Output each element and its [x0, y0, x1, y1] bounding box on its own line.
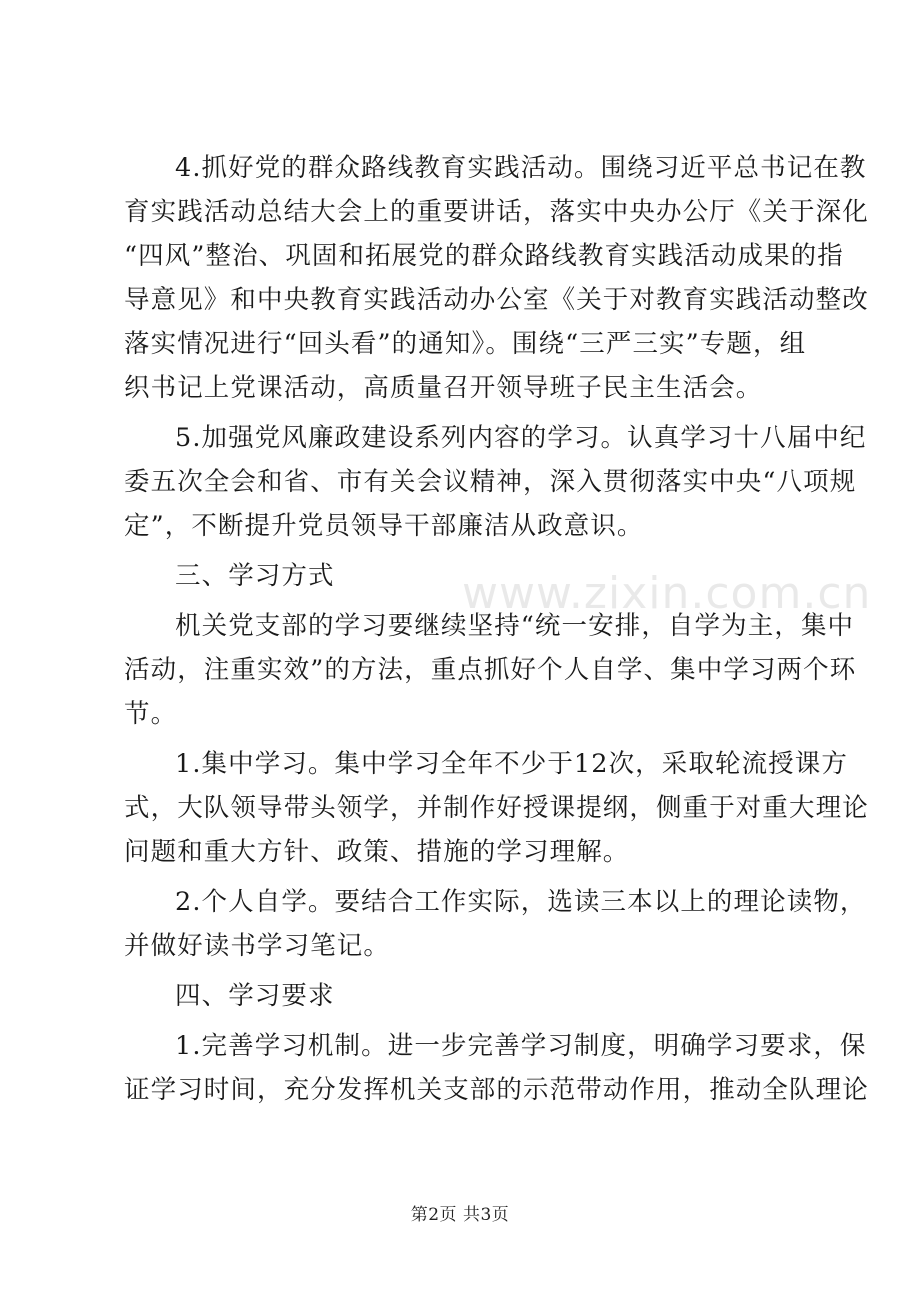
text-line: 节。: [124, 699, 178, 729]
text-line: 5.加强党风廉政建设系列内容的学习。认真学习十八届中纪: [175, 423, 867, 453]
document-body: [124, 146, 869, 1112]
watermark: www.zixin.com.cn: [462, 568, 872, 619]
text-line: 落实情况进行“回头看”的通知》。围绕“三严三实”专题，组: [124, 329, 807, 359]
paragraph-method-2: [124, 880, 867, 968]
text-line: 育实践活动总结大会上的重要讲话，落实中央办公厅《关于深化: [124, 197, 869, 227]
text-line: 1.集中学习。集中学习全年不少于12次，采取轮流授课方: [175, 749, 848, 779]
text-line: 2.个人自学。要结合工作实际，选读三本以上的理论读物，: [175, 887, 867, 917]
section-heading-4: [124, 974, 804, 1018]
text-line: 导意见》和中央教育实践活动办公室《关于对教育实践活动整改: [124, 285, 869, 315]
text-line: 并做好读书学习笔记。: [124, 931, 391, 961]
text-line: “四风”整治、巩固和拓展党的群众路线教育实践活动成果的指: [124, 241, 844, 271]
text-line: 证学习时间，充分发挥机关支部的示范带动作用，推动全队理论: [124, 1075, 869, 1105]
text-line: 织书记上党课活动，高质量召开领导班子民主生活会。: [124, 373, 763, 403]
paragraph-req-1: [124, 1024, 869, 1112]
text-line: 三、学习方式: [175, 561, 335, 591]
paragraph-item-5: [124, 416, 867, 548]
paragraph-method-intro: [124, 604, 857, 736]
text-line: 问题和重大方针、政策、措施的学习理解。: [124, 837, 630, 867]
page-number-footer: 第2页 共3页: [410, 1205, 510, 1225]
text-line: 式，大队领导带头领学，并制作好授课提纲，侧重于对重大理论: [124, 793, 869, 823]
text-line: 定”，不断提升党员领导干部廉洁从政意识。: [124, 511, 644, 541]
text-line: 机关党支部的学习要继续坚持“统一安排，自学为主，集中: [175, 611, 855, 641]
paragraph-method-1: [124, 742, 869, 874]
text-line: 1.完善学习机制。进一步完善学习制度，明确学习要求，保: [175, 1031, 867, 1061]
text-line: 委五次全会和省、市有关会议精神，深入贯彻落实中央“八项规: [124, 467, 857, 497]
text-line: 4.抓好党的群众路线教育实践活动。围绕习近平总书记在教: [175, 153, 867, 183]
paragraph-item-4: [124, 146, 869, 410]
text-line: 活动，注重实效”的方法，重点抓好个人自学、集中学习两个环: [124, 655, 857, 685]
text-line: 四、学习要求: [175, 981, 335, 1011]
